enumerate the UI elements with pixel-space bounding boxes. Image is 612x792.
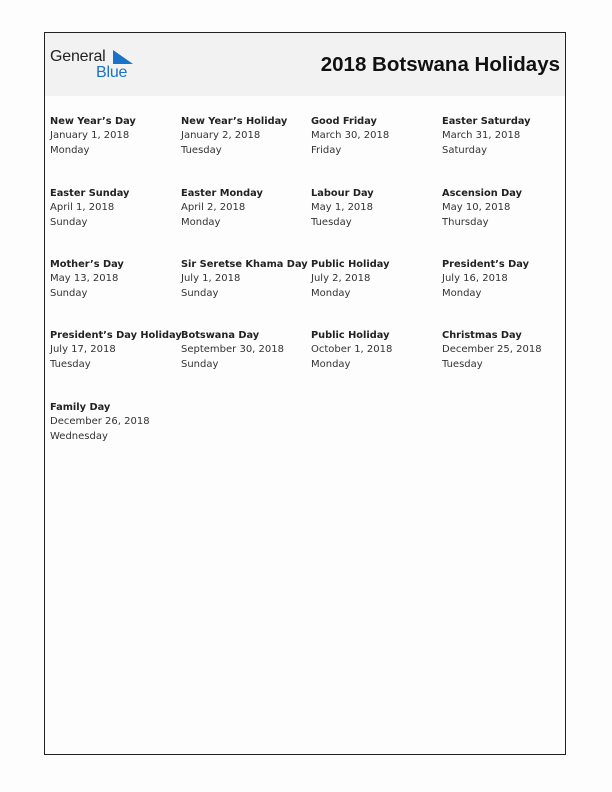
- holiday-date: April 1, 2018: [50, 202, 115, 214]
- holiday-date: July 1, 2018: [181, 273, 241, 285]
- holiday-item: [50, 115, 175, 158]
- page-header: [45, 33, 565, 96]
- holiday-date: July 2, 2018: [311, 273, 371, 285]
- holiday-date: May 13, 2018: [50, 273, 119, 285]
- holiday-weekday: Monday: [181, 216, 221, 228]
- holiday-weekday: Tuesday: [50, 358, 91, 370]
- holiday-name: Easter Monday: [181, 188, 263, 199]
- holiday-date: May 10, 2018: [442, 202, 511, 214]
- holiday-weekday: Tuesday: [181, 144, 222, 156]
- holiday-weekday: Tuesday: [442, 358, 483, 370]
- logo-text-general: General: [50, 48, 106, 65]
- holiday-weekday: Thursday: [442, 216, 489, 228]
- holiday-item: [50, 401, 175, 444]
- holiday-name: Botswana Day: [181, 330, 260, 341]
- holiday-item: [181, 258, 306, 301]
- holiday-name: Christmas Day: [442, 330, 522, 341]
- holiday-name: Mother’s Day: [50, 259, 124, 270]
- holiday-weekday: Wednesday: [50, 430, 108, 442]
- holiday-name: Good Friday: [311, 116, 377, 127]
- holiday-item: [442, 115, 567, 158]
- holiday-name: Public Holiday: [311, 259, 390, 270]
- logo-triangle-icon: [113, 50, 133, 64]
- holiday-weekday: Monday: [442, 287, 482, 299]
- holiday-name: New Year’s Holiday: [181, 116, 288, 127]
- holiday-date: May 1, 2018: [311, 202, 374, 214]
- holiday-item: [442, 329, 567, 372]
- holiday-date: July 17, 2018: [50, 344, 116, 356]
- holiday-item: [181, 329, 306, 372]
- holiday-date: January 1, 2018: [50, 130, 130, 142]
- holiday-item: [311, 329, 436, 372]
- holiday-date: March 30, 2018: [311, 130, 390, 142]
- holiday-date: December 25, 2018: [442, 344, 542, 356]
- holiday-date: October 1, 2018: [311, 344, 393, 356]
- holiday-date: March 31, 2018: [442, 130, 521, 142]
- holiday-name: Public Holiday: [311, 330, 390, 341]
- holiday-name: Easter Sunday: [50, 188, 130, 199]
- holiday-weekday: Tuesday: [311, 216, 352, 228]
- holiday-weekday: Monday: [311, 287, 351, 299]
- holiday-item: [442, 187, 567, 230]
- holiday-item: [181, 115, 306, 158]
- holiday-item: [50, 329, 182, 372]
- holiday-weekday: Monday: [50, 144, 90, 156]
- holiday-date: September 30, 2018: [181, 344, 284, 356]
- holiday-date: January 2, 2018: [181, 130, 261, 142]
- holiday-weekday: Sunday: [181, 358, 219, 370]
- holiday-item: [442, 258, 567, 301]
- holiday-item: [311, 258, 436, 301]
- holiday-name: President’s Day: [442, 259, 529, 270]
- holiday-name: President’s Day Holiday: [50, 330, 182, 341]
- holiday-name: Sir Seretse Khama Day: [181, 259, 308, 270]
- calendar-page: [44, 32, 566, 755]
- holiday-item: [181, 187, 306, 230]
- holiday-weekday: Sunday: [50, 216, 88, 228]
- logo-text-blue: Blue: [96, 64, 128, 81]
- general-blue-logo: [50, 47, 140, 87]
- holiday-item: [311, 115, 436, 158]
- holiday-item: [311, 187, 436, 230]
- holiday-name: Easter Saturday: [442, 116, 531, 127]
- holiday-name: Family Day: [50, 402, 111, 413]
- holiday-weekday: Monday: [311, 358, 351, 370]
- page-title: 2018 Botswana Holidays: [320, 53, 560, 76]
- holiday-weekday: Friday: [311, 144, 342, 156]
- holiday-name: Labour Day: [311, 188, 374, 199]
- holiday-date: December 26, 2018: [50, 416, 150, 428]
- holiday-weekday: Sunday: [181, 287, 219, 299]
- holiday-date: July 16, 2018: [442, 273, 508, 285]
- holiday-item: [50, 187, 175, 230]
- holiday-weekday: Sunday: [50, 287, 88, 299]
- holiday-item: [50, 258, 175, 301]
- holiday-name: New Year’s Day: [50, 116, 136, 127]
- holiday-weekday: Saturday: [442, 144, 488, 156]
- holiday-name: Ascension Day: [442, 188, 522, 199]
- holiday-date: April 2, 2018: [181, 202, 246, 214]
